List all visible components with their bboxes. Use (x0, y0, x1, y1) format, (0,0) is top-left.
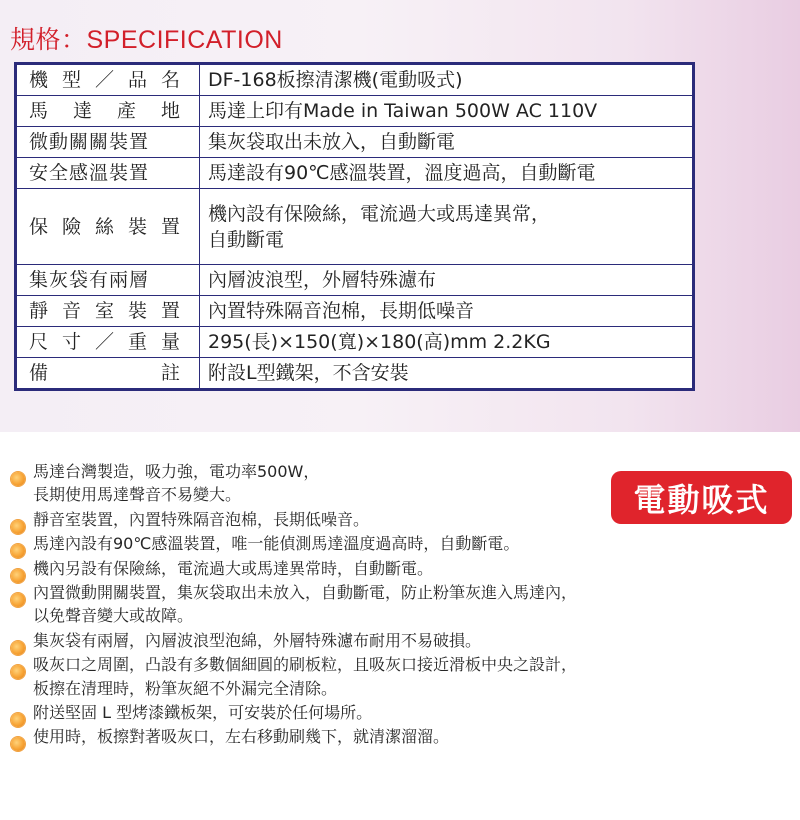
spec-label (16, 358, 200, 390)
spec-table (14, 62, 695, 391)
spec-value-line: DF-168板擦清潔機(電動吸式) (208, 69, 463, 91)
spec-label (16, 158, 200, 189)
spec-label-char: 安全感溫裝置 (29, 162, 150, 184)
orange-bullet-icon (11, 593, 25, 607)
feature-text-line: 集灰袋有兩層，內層波浪型泡綿，外層特殊濾布耐用不易破損。 (33, 630, 482, 650)
spec-row (16, 127, 694, 158)
spec-label-char: 靜 (29, 300, 50, 322)
spec-label-char: 保 (29, 215, 50, 238)
feature-item (10, 557, 795, 580)
feature-item (10, 653, 795, 700)
spec-label-char: 達 (72, 100, 93, 122)
feature-text-line: 馬達內設有90℃感溫裝置，唯一能偵測馬達溫度過高時，自動斷電。 (33, 534, 520, 554)
feature-text-line: 附送堅固 L 型烤漆鐵板架，可安裝於任何場所。 (33, 703, 373, 723)
spec-label-char: 裝 (127, 215, 148, 238)
spec-label-char: 微動關關裝置 (29, 131, 150, 153)
spec-label-text (29, 360, 181, 386)
spec-label (16, 265, 200, 296)
spec-label (16, 327, 200, 358)
spec-label-text (29, 129, 181, 155)
feature-item (10, 701, 795, 724)
feature-text-line: 使用時，板擦對著吸灰口，左右移動刷幾下，就清潔溜溜。 (33, 727, 450, 747)
spec-row (16, 296, 694, 327)
spec-label-char: 量 (160, 331, 181, 353)
feature-item (10, 581, 795, 628)
spec-value (200, 127, 694, 158)
spec-value-line: 內置特殊隔音泡棉，長期低噪音 (208, 300, 475, 322)
spec-value (200, 64, 694, 96)
spec-label-char: 馬 (29, 100, 50, 122)
spec-label-char: 型 (61, 69, 82, 91)
spec-label-char: ／ (94, 69, 115, 91)
spec-label-text (29, 214, 181, 240)
feature-text-line: 吸灰口之周圍，凸設有多數個細圓的刷板粒，且吸灰口接近滑板中央之設計， (33, 655, 578, 675)
spec-value (200, 189, 694, 265)
spec-label-char: 集灰袋有兩層 (29, 269, 150, 291)
spec-value-line: 自動斷電 (208, 228, 285, 251)
spec-row (16, 96, 694, 127)
spec-label-char: 裝 (127, 300, 148, 322)
spec-label-char: 置 (160, 300, 181, 322)
spec-value-line: 馬達設有90℃感溫裝置，溫度過高，自動斷電 (208, 162, 596, 184)
spec-value-line: 附設L型鐵架，不含安裝 (208, 362, 409, 384)
feature-text-line: 板擦在清理時，粉筆灰絕不外漏完全清除。 (33, 678, 338, 698)
feature-text-line: 靜音室裝置，內置特殊隔音泡棉，長期低噪音。 (33, 509, 370, 529)
orange-bullet-icon (11, 737, 25, 751)
spec-value (200, 327, 694, 358)
spec-label (16, 64, 200, 96)
spec-value (200, 158, 694, 189)
spec-row (16, 327, 694, 358)
spec-label-char: 險 (61, 215, 82, 238)
spec-value-line: 集灰袋取出未放入，自動斷電 (208, 131, 456, 153)
feature-text-line: 機內另設有保險絲，電流過大或馬達異常時，自動斷電。 (33, 558, 434, 578)
spec-label-char: 重 (127, 331, 148, 353)
spec-label-char: 註 (160, 362, 181, 384)
feature-item (10, 629, 795, 652)
spec-row (16, 358, 694, 390)
spec-label-char: 機 (29, 69, 50, 91)
spec-label-char: 絲 (94, 215, 115, 238)
feature-item (10, 725, 795, 748)
feature-item (10, 460, 795, 507)
spec-row (16, 265, 694, 296)
spec-label-text (29, 67, 181, 93)
spec-label-text (29, 298, 181, 324)
spec-label-char: 產 (116, 100, 137, 122)
spec-value-line: 295(長)×150(寬)×180(高)mm 2.2KG (208, 331, 551, 353)
orange-bullet-icon (11, 665, 25, 679)
spec-row (16, 64, 694, 96)
feature-text-line: 馬達台灣製造，吸力強，電功率500W， (33, 462, 320, 481)
spec-label-char: 寸 (61, 331, 82, 353)
spec-label-text (29, 98, 181, 124)
spec-value-line: 機內設有保險絲，電流過大或馬達異常， (208, 202, 551, 225)
spec-label-char: 音 (61, 300, 82, 322)
spec-label-char: 名 (160, 69, 181, 91)
feature-text-line: 長期使用馬達聲音不易變大。 (33, 485, 242, 505)
spec-title: 規格：SPECIFICATION (10, 26, 283, 54)
orange-bullet-icon (11, 472, 25, 486)
spec-value (200, 265, 694, 296)
spec-label (16, 127, 200, 158)
spec-label-char: 尺 (29, 331, 50, 353)
spec-label-char: 置 (160, 215, 181, 238)
spec-label (16, 189, 200, 265)
spec-label-text (29, 160, 181, 186)
spec-label-char: 備 (29, 362, 50, 384)
spec-value-line: 內層波浪型，外層特殊濾布 (208, 269, 437, 291)
feature-text-line: 以免聲音變大或故障。 (33, 606, 194, 626)
spec-label (16, 296, 200, 327)
spec-value (200, 96, 694, 127)
spec-label-text (29, 329, 181, 355)
spec-label-char: ／ (94, 331, 115, 353)
spec-label-text (29, 267, 181, 293)
spec-row (16, 189, 694, 265)
spec-value-line: 馬達上印有Made in Taiwan 500W AC 110V (208, 100, 598, 122)
feature-list (10, 460, 795, 750)
spec-label-char: 室 (94, 300, 115, 322)
electric-suction-badge: 電動吸式 (611, 471, 792, 524)
feature-item (10, 532, 795, 555)
spec-row (16, 158, 694, 189)
feature-item (10, 508, 795, 531)
spec-label-char: 地 (160, 100, 181, 122)
spec-label-char: 品 (127, 69, 148, 91)
spec-label (16, 96, 200, 127)
feature-text-line: 內置微動開關裝置，集灰袋取出未放入，自動斷電，防止粉筆灰進入馬達內， (33, 583, 578, 603)
spec-value (200, 296, 694, 327)
spec-value (200, 358, 694, 390)
